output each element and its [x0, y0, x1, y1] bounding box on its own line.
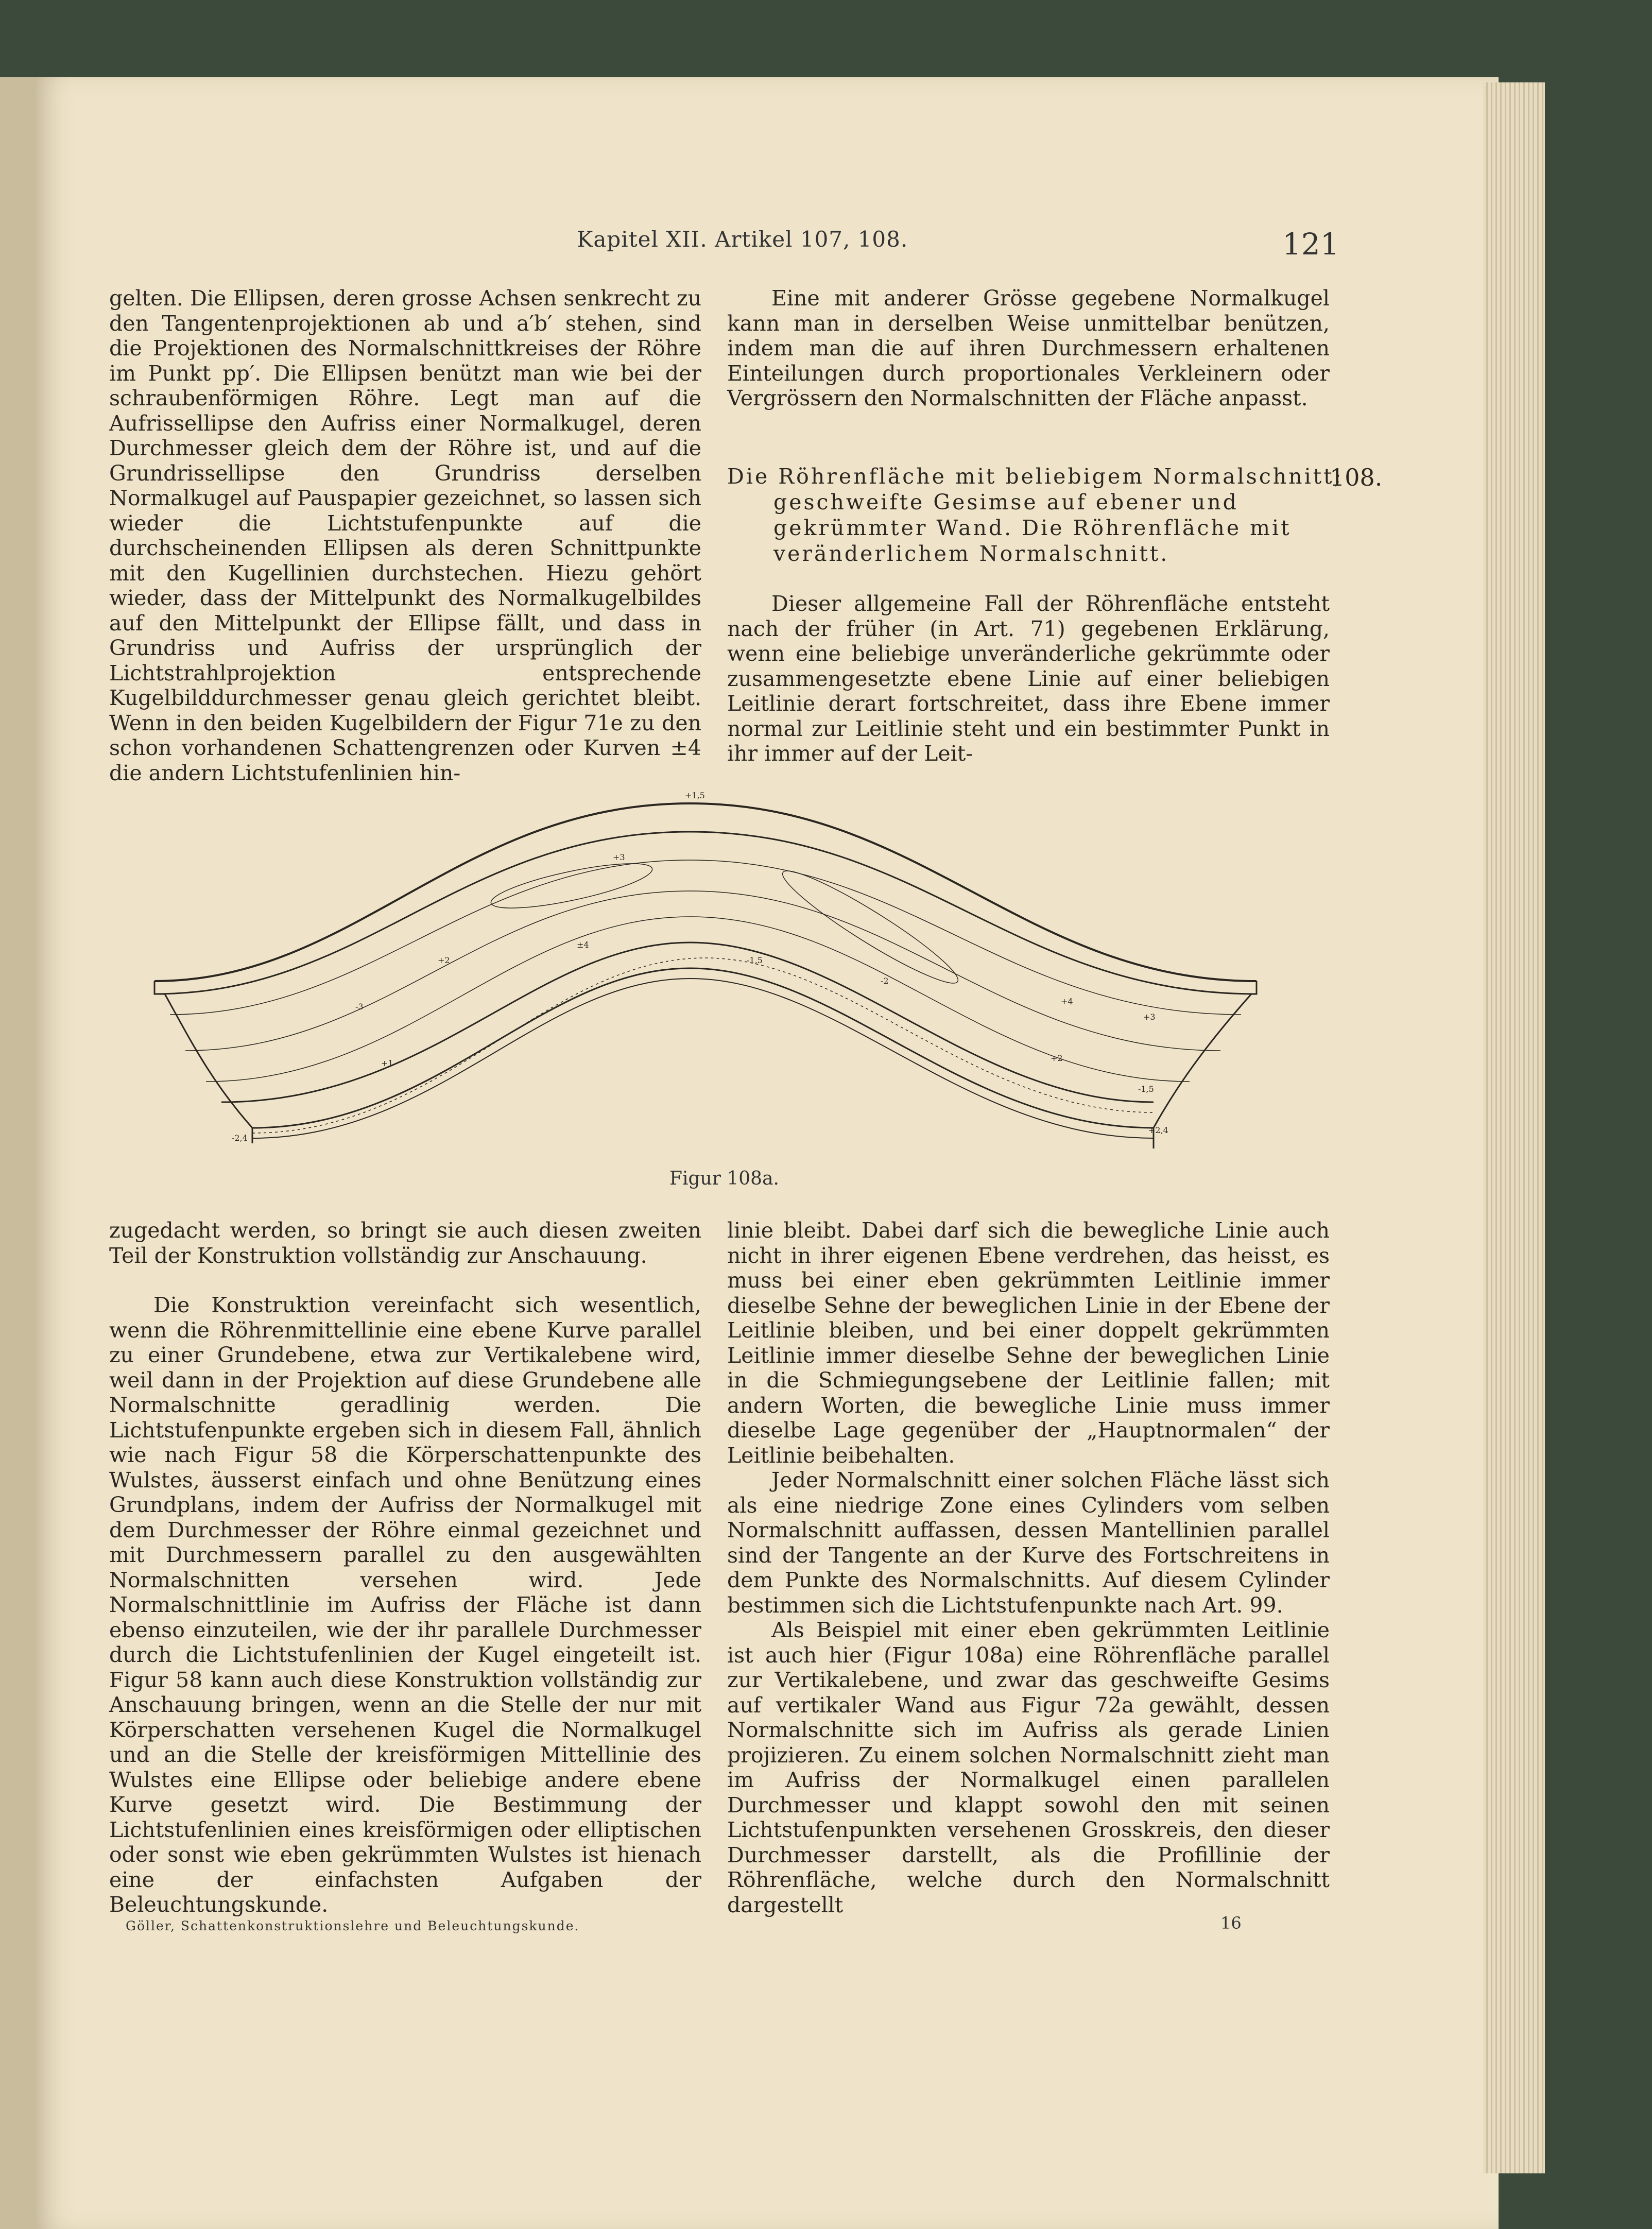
cornice-outer-curve — [154, 803, 1257, 981]
page-edges — [1483, 82, 1545, 2173]
section-heading — [727, 464, 1366, 567]
light-step-line — [206, 917, 1190, 1082]
cornice-inner-curve — [154, 832, 1257, 994]
paragraph: zugedacht werden, so bringt sie auch diesen zweiten Teil der Konstruktion vollständig zur Anschauung. — [109, 1218, 701, 1268]
right-end-profile — [1154, 981, 1257, 1148]
paragraph: Dieser allgemeine Fall der Röhrenfläche entsteht nach der früher (in Art. 71) gegebenen Erklärung, wenn eine beliebige unveränderliche gekrümmte oder zusammengesetzte ebene Linie auf einer beliebigen Leitlinie derart fortschreitet, dass ihre Ebene immer normal zur Leitlinie steht und ein bestimmter Punkt in ihr immer auf der Leit- — [727, 591, 1330, 766]
figure-label: -1,5 — [1138, 1084, 1154, 1094]
figure-label: -2,4 — [232, 1133, 248, 1143]
paragraph: gelten. Die Ellipsen, deren grosse Achsen senkrecht zu den Tangentenprojektionen ab und a′b′ stehen, sind die Projektionen des Normalschnittkreises der Röhre im Punkt pp′. Die Ellipsen benützt man wie bei der schraubenförmigen Röhre. Legt man auf die Aufrissellipse den Aufriss einer Normalkugel, deren Durchmesser gleich dem der Röhre ist, und auf die Grundrissellipse den Grundriss derselben Normalkugel auf Pauspapier gezeichnet, so lassen sich wieder die Lichtstufenpunkte auf die durchscheinenden Ellipsen als deren Schnittpunkte mit den Kugellinien durchstechen. Hiezu gehört wieder, dass der Mittelpunkt des Normalkugelbildes auf den Mittelpunkt der Ellipse fällt, und dass in Grundriss und Aufriss der ursprünglich der Lichtstrahlprojektion entsprechende Kugelbilddurchmesser genau gleich gerichtet bleibt. Wenn in den beiden Kugelbildern der Figur 71e zu den schon vorhandenen Schattengrenzen oder Kurven ±4 die andern Lichtstufenlinien hin- — [109, 286, 701, 785]
shadow-boundary — [252, 958, 1154, 1133]
left-column-bottom — [109, 1218, 701, 1917]
book-cover — [1545, 62, 1652, 2229]
light-step-line — [170, 860, 1241, 1015]
right-column-top — [727, 286, 1330, 411]
left-column-top — [109, 286, 701, 785]
figure-label: +2 — [438, 955, 450, 965]
printer-signature: 16 — [1220, 1913, 1242, 1933]
figure-label: +3 — [1143, 1012, 1156, 1022]
page-number: 121 — [1282, 227, 1339, 262]
figure-label: +1 — [381, 1058, 393, 1068]
paragraph: Die Konstruktion vereinfacht sich wesentlich, wenn die Röhrenmittellinie eine ebene Kurve parallel zu einer Grundebene, etwa zur Vertikalebene wird, weil dann in der Projektion auf diese Grundebene alle Normalschnitte geradlinig werden. Die Lichtstufenpunkte ergeben sich in diesem Fall, ähnlich wie nach Figur 58 die Körperschattenpunkte des Wulstes, äusserst einfach und ohne Benützung eines Grundplans, indem der Aufriss der Normalkugel mit dem Durchmesser der Röhre einmal gezeichnet und mit Durchmessern parallel zu den ausgewählten Normalschnitten versehen wird. Jede Normalschnittlinie im Aufriss der Fläche ist dann ebenso einzuteilen, wie der ihr parallele Durchmesser durch die Lichtstufenlinien der Kugel eingeteilt ist. Figur 58 kann auch diese Konstruktion vollständig zur Anschauung bringen, wenn an die Stelle der nur mit Körperschatten versehenen Kugel die Normalkugel und an die Stelle der kreisförmigen Mittellinie des Wulstes eine Ellipse oder beliebige andere ebene Kurve gesetzt wird. Die Bestimmung der Lichtstufenlinien eines kreisförmigen oder elliptischen oder sonst wie eben gekrümmten Wulstes ist hienach eine der einfachsten Aufgaben der Beleuchtungskunde. — [109, 1293, 701, 1917]
paragraph: Eine mit anderer Grösse gegebene Normalkugel kann man in derselben Weise unmittelbar benützen, indem man die auf ihren Durchmessern erhaltenen Einteilungen durch proportionales Verkleinern oder Vergrössern den Normalschnitten der Fläche anpasst. — [727, 286, 1330, 410]
figure-caption: Figur 108a. — [669, 1168, 779, 1189]
figure-108a — [149, 773, 1323, 1164]
section-heading-line1: Die Röhrenfläche mit beliebigem Normalschnitt; — [727, 464, 1344, 489]
paragraph: Als Beispiel mit einer eben gekrümmten Leitlinie ist auch hier (Figur 108a) eine Röhrenfläche parallel zur Vertikalebene, und zwar das geschweifte Gesims auf vertikaler Wand aus Figur 72a gewählt, dessen Normalschnitte sich im Aufriss als gerade Linien projizieren. Zu einem solchen Normalschnitt zieht man im Aufriss der Normalkugel einen parallelen Durchmesser und klappt sowohl den mit seinen Lichtstufenpunkten versehenen Grosskreis, den dieser Durchmesser darstellt, als die Profillinie der Röhrenfläche, welche durch den Normalschnitt dargestellt — [727, 1618, 1330, 1917]
highlight-ellipse — [488, 854, 656, 917]
running-title: Kapitel XII. Artikel 107, 108. — [577, 227, 908, 252]
figure-label: -3 — [355, 1002, 364, 1011]
figure-label: -2 — [881, 976, 889, 986]
article-number: 108. — [1330, 464, 1383, 491]
footer-imprint: Göller, Schattenkonstruktionslehre und Beleuchtungskunde. — [126, 1918, 580, 1933]
right-column-bottom — [727, 1218, 1330, 1917]
left-end-profile — [154, 981, 252, 1143]
figure-label: +2,4 — [1148, 1125, 1168, 1135]
paragraph: Jeder Normalschnitt einer solchen Fläche lässt sich als eine niedrige Zone eines Cylinders vom selben Normalschnitt auffassen, dessen Mantellinien parallel sind der Tangente an der Kurve des Fortschreitens in dem Punkte des Normalschnitts. Auf diesem Cylinder bestimmen sich die Lichtstufenpunkte nach Art. 99. — [727, 1468, 1330, 1618]
cornice-lower-curve — [221, 942, 1154, 1102]
figure-label: -1,5 — [747, 955, 763, 965]
figure-label: +4 — [1061, 997, 1073, 1006]
section-heading-rest: geschweifte Gesimse auf ebener und gekrümmter Wand. Die Röhrenfläche mit veränderlichem Normalschnitt. — [773, 490, 1292, 566]
figure-label: +3 — [613, 852, 625, 862]
figure-label: ±4 — [577, 940, 589, 950]
paragraph: linie bleibt. Dabei darf sich die bewegliche Linie auch nicht in ihrer eigenen Ebene verdrehen, das heisst, es muss bei einer eben gekrümmten Leitlinie immer dieselbe Sehne der beweglichen Linie in der Ebene der Leitlinie bleiben, und bei einer doppelt gekrümmten Leitlinie immer dieselbe Sehne der beweglichen Linie in die Schmiegungsebene der Leitlinie fallen; mit andern Worten, die bewegliche Linie muss immer dieselbe Lage gegenüber der „Hauptnormalen“ der Leitlinie beibehalten. — [727, 1218, 1330, 1468]
highlight-ellipse — [775, 860, 966, 995]
cornice-base-curve — [252, 968, 1154, 1128]
right-column-top-b — [727, 591, 1330, 766]
figure-label: +2 — [1051, 1053, 1063, 1063]
facing-page-edge — [0, 77, 36, 2229]
figure-label: +1,5 — [685, 791, 705, 800]
light-step-line — [185, 891, 1220, 1051]
